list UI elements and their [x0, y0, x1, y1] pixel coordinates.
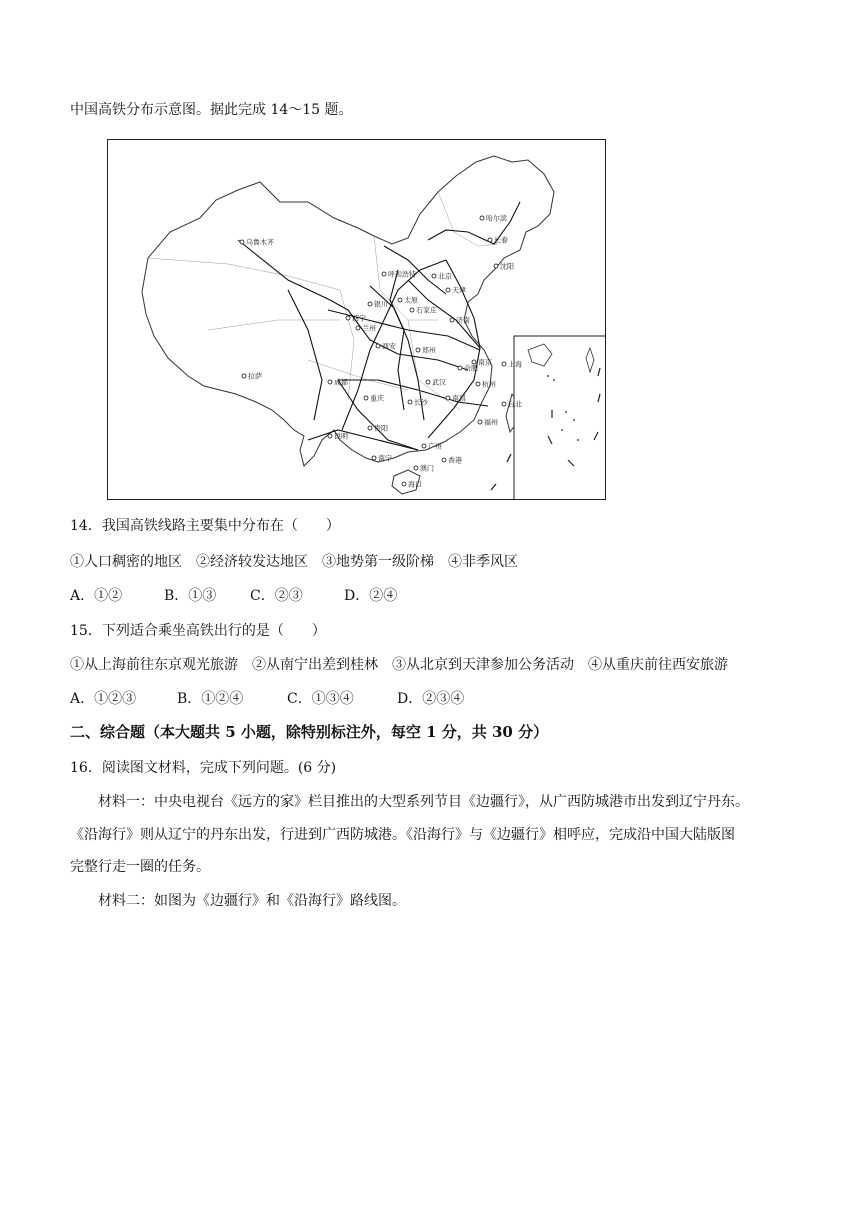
island-dashes: [491, 454, 511, 490]
city-marker: [364, 394, 384, 403]
city-label: 福州: [484, 418, 498, 427]
q15-option-c[interactable]: C．①③④: [287, 691, 354, 707]
q16-material2: 材料二：如图为《边疆行》和《沿海行》路线图。: [98, 893, 406, 909]
city-label: 贵阳: [374, 424, 388, 433]
city-label: 天津: [452, 286, 466, 295]
city-marker: [476, 380, 496, 389]
city-dot: [446, 288, 450, 292]
city-marker: [376, 342, 396, 351]
city-marker: [414, 464, 434, 473]
city-label: 银川: [374, 300, 388, 309]
city-label: 沈阳: [500, 262, 514, 271]
city-dot: [442, 458, 446, 462]
city-dot: [368, 426, 372, 430]
city-marker: [328, 378, 348, 387]
q15-option-b[interactable]: B．①②④: [177, 691, 244, 707]
city-dot: [398, 298, 402, 302]
city-label: 济南: [456, 316, 470, 325]
map-graphic: [108, 140, 606, 500]
city-dot: [242, 374, 246, 378]
city-marker: [402, 480, 422, 489]
city-label: 武汉: [432, 378, 446, 387]
q16-material1-line2: 《沿海行》则从辽宁的丹东出发，行进到广西防城港。《沿海行》与《边疆行》相呼应，完成沿中国大陆版图: [70, 827, 735, 843]
city-dot: [480, 216, 484, 220]
city-marker: [368, 300, 388, 309]
city-dot: [356, 326, 360, 330]
city-dot: [502, 362, 506, 366]
city-dot: [364, 396, 368, 400]
q15-stem: 15．下列适合乘坐高铁出行的是（ ）: [70, 623, 326, 639]
city-dot: [414, 466, 418, 470]
city-marker: [494, 262, 514, 271]
q16-material1-line3: 完整行走一圈的任务。: [70, 859, 210, 875]
city-label: 上海: [508, 360, 522, 369]
q14-items: ①人口稠密的地区 ②经济较发达地区 ③地势第一级阶梯 ④非季风区: [70, 554, 518, 570]
province-lines: [148, 192, 498, 410]
city-label: 长春: [494, 236, 508, 245]
city-dot: [382, 272, 386, 276]
china-high-speed-rail-map: [107, 139, 606, 500]
city-label: 石家庄: [416, 306, 437, 315]
city-marker: [242, 372, 262, 381]
city-marker: [408, 398, 429, 407]
city-dot: [346, 316, 350, 320]
city-marker: [478, 418, 498, 427]
city-label: 乌鲁木齐: [246, 238, 274, 247]
city-dot: [472, 360, 476, 364]
city-label: 呼和浩特: [388, 270, 416, 279]
city-label: 拉萨: [248, 372, 262, 381]
city-label: 太原: [404, 296, 418, 305]
section2-title: 二、综合题（本大题共 5 小题，除特别标注外，每空 1 分，共 30 分）: [70, 723, 549, 741]
city-dot: [376, 344, 380, 348]
city-label: 郑州: [422, 346, 436, 355]
south-china-sea-inset: [514, 336, 606, 500]
city-label: 兰州: [362, 324, 376, 333]
city-dot: [426, 380, 430, 384]
city-marker: [502, 400, 522, 409]
city-marker: [450, 316, 470, 325]
q14-option-b[interactable]: B．①③: [164, 588, 217, 604]
city-marker: [446, 286, 466, 295]
city-label: 南昌: [452, 394, 466, 403]
city-label: 哈尔滨: [486, 214, 507, 223]
city-dot: [240, 240, 244, 244]
city-dot: [422, 444, 426, 448]
city-dot: [458, 366, 462, 370]
city-marker: [502, 360, 522, 369]
q15-option-a[interactable]: A．①②③: [70, 691, 137, 707]
city-dot: [408, 400, 412, 404]
city-marker: [382, 270, 416, 279]
city-dot: [446, 396, 450, 400]
city-dot: [488, 238, 492, 242]
city-label: 重庆: [370, 394, 384, 403]
city-marker: [446, 394, 466, 403]
q14-stem: 14．我国高铁线路主要集中分布在（ ）: [70, 518, 340, 534]
city-dot: [476, 382, 480, 386]
city-label: 长沙: [414, 398, 428, 407]
q15-option-d[interactable]: D．②③④: [397, 691, 465, 707]
city-label: 广州: [428, 442, 442, 451]
city-dot: [410, 308, 414, 312]
city-marker: [410, 306, 437, 315]
city-label: 西安: [382, 342, 396, 351]
city-label: 台北: [508, 400, 522, 409]
q14-option-a[interactable]: A．①②: [70, 588, 123, 604]
city-label: 海口: [408, 480, 422, 489]
city-label: 昆明: [334, 432, 348, 441]
q16-stem: 16．阅读图文材料，完成下列问题。(6 分): [70, 760, 337, 776]
q15-options: [70, 689, 464, 709]
city-dot: [368, 302, 372, 306]
city-marker: [398, 296, 418, 305]
city-label: 西宁: [352, 314, 366, 323]
city-dot: [494, 264, 498, 268]
city-label: 南京: [478, 358, 492, 367]
q16-material1-line1: 材料一：中央电视台《远方的家》栏目推出的大型系列节目《边疆行》，从广西防城港市出发到辽宁丹东。: [98, 794, 749, 810]
city-label: 北京: [438, 272, 452, 281]
city-dot: [328, 434, 332, 438]
q14-option-d[interactable]: D．②④: [344, 588, 398, 604]
city-marker: [422, 442, 442, 451]
city-dot: [478, 420, 482, 424]
city-marker: [416, 346, 436, 355]
q14-option-c[interactable]: C．②③: [250, 588, 303, 604]
city-marker: [368, 424, 388, 433]
city-marker: [442, 456, 462, 465]
city-marker: [432, 272, 452, 281]
city-label: 成都: [334, 378, 348, 387]
city-label: 香港: [448, 456, 462, 465]
city-marker: [480, 214, 507, 223]
q14-options: [70, 586, 397, 606]
city-marker: [240, 238, 274, 247]
city-dot: [432, 274, 436, 278]
city-label: 合肥: [464, 364, 478, 373]
city-label: 杭州: [482, 380, 496, 389]
city-label: 南宁: [378, 454, 392, 463]
city-dot: [450, 318, 454, 322]
city-marker: [458, 364, 478, 373]
city-marker: [426, 378, 446, 387]
q15-items: ①从上海前往东京观光旅游 ②从南宁出差到桂林 ③从北京到天津参加公务活动 ④从重庆前往西安旅游: [70, 657, 728, 673]
city-label: 澳门: [420, 464, 434, 473]
city-dot: [402, 482, 406, 486]
city-dot: [328, 380, 332, 384]
city-dot: [502, 402, 506, 406]
intro-text: 中国高铁分布示意图。据此完成 14～15 题。: [70, 102, 353, 118]
city-dot: [416, 348, 420, 352]
city-dot: [372, 456, 376, 460]
